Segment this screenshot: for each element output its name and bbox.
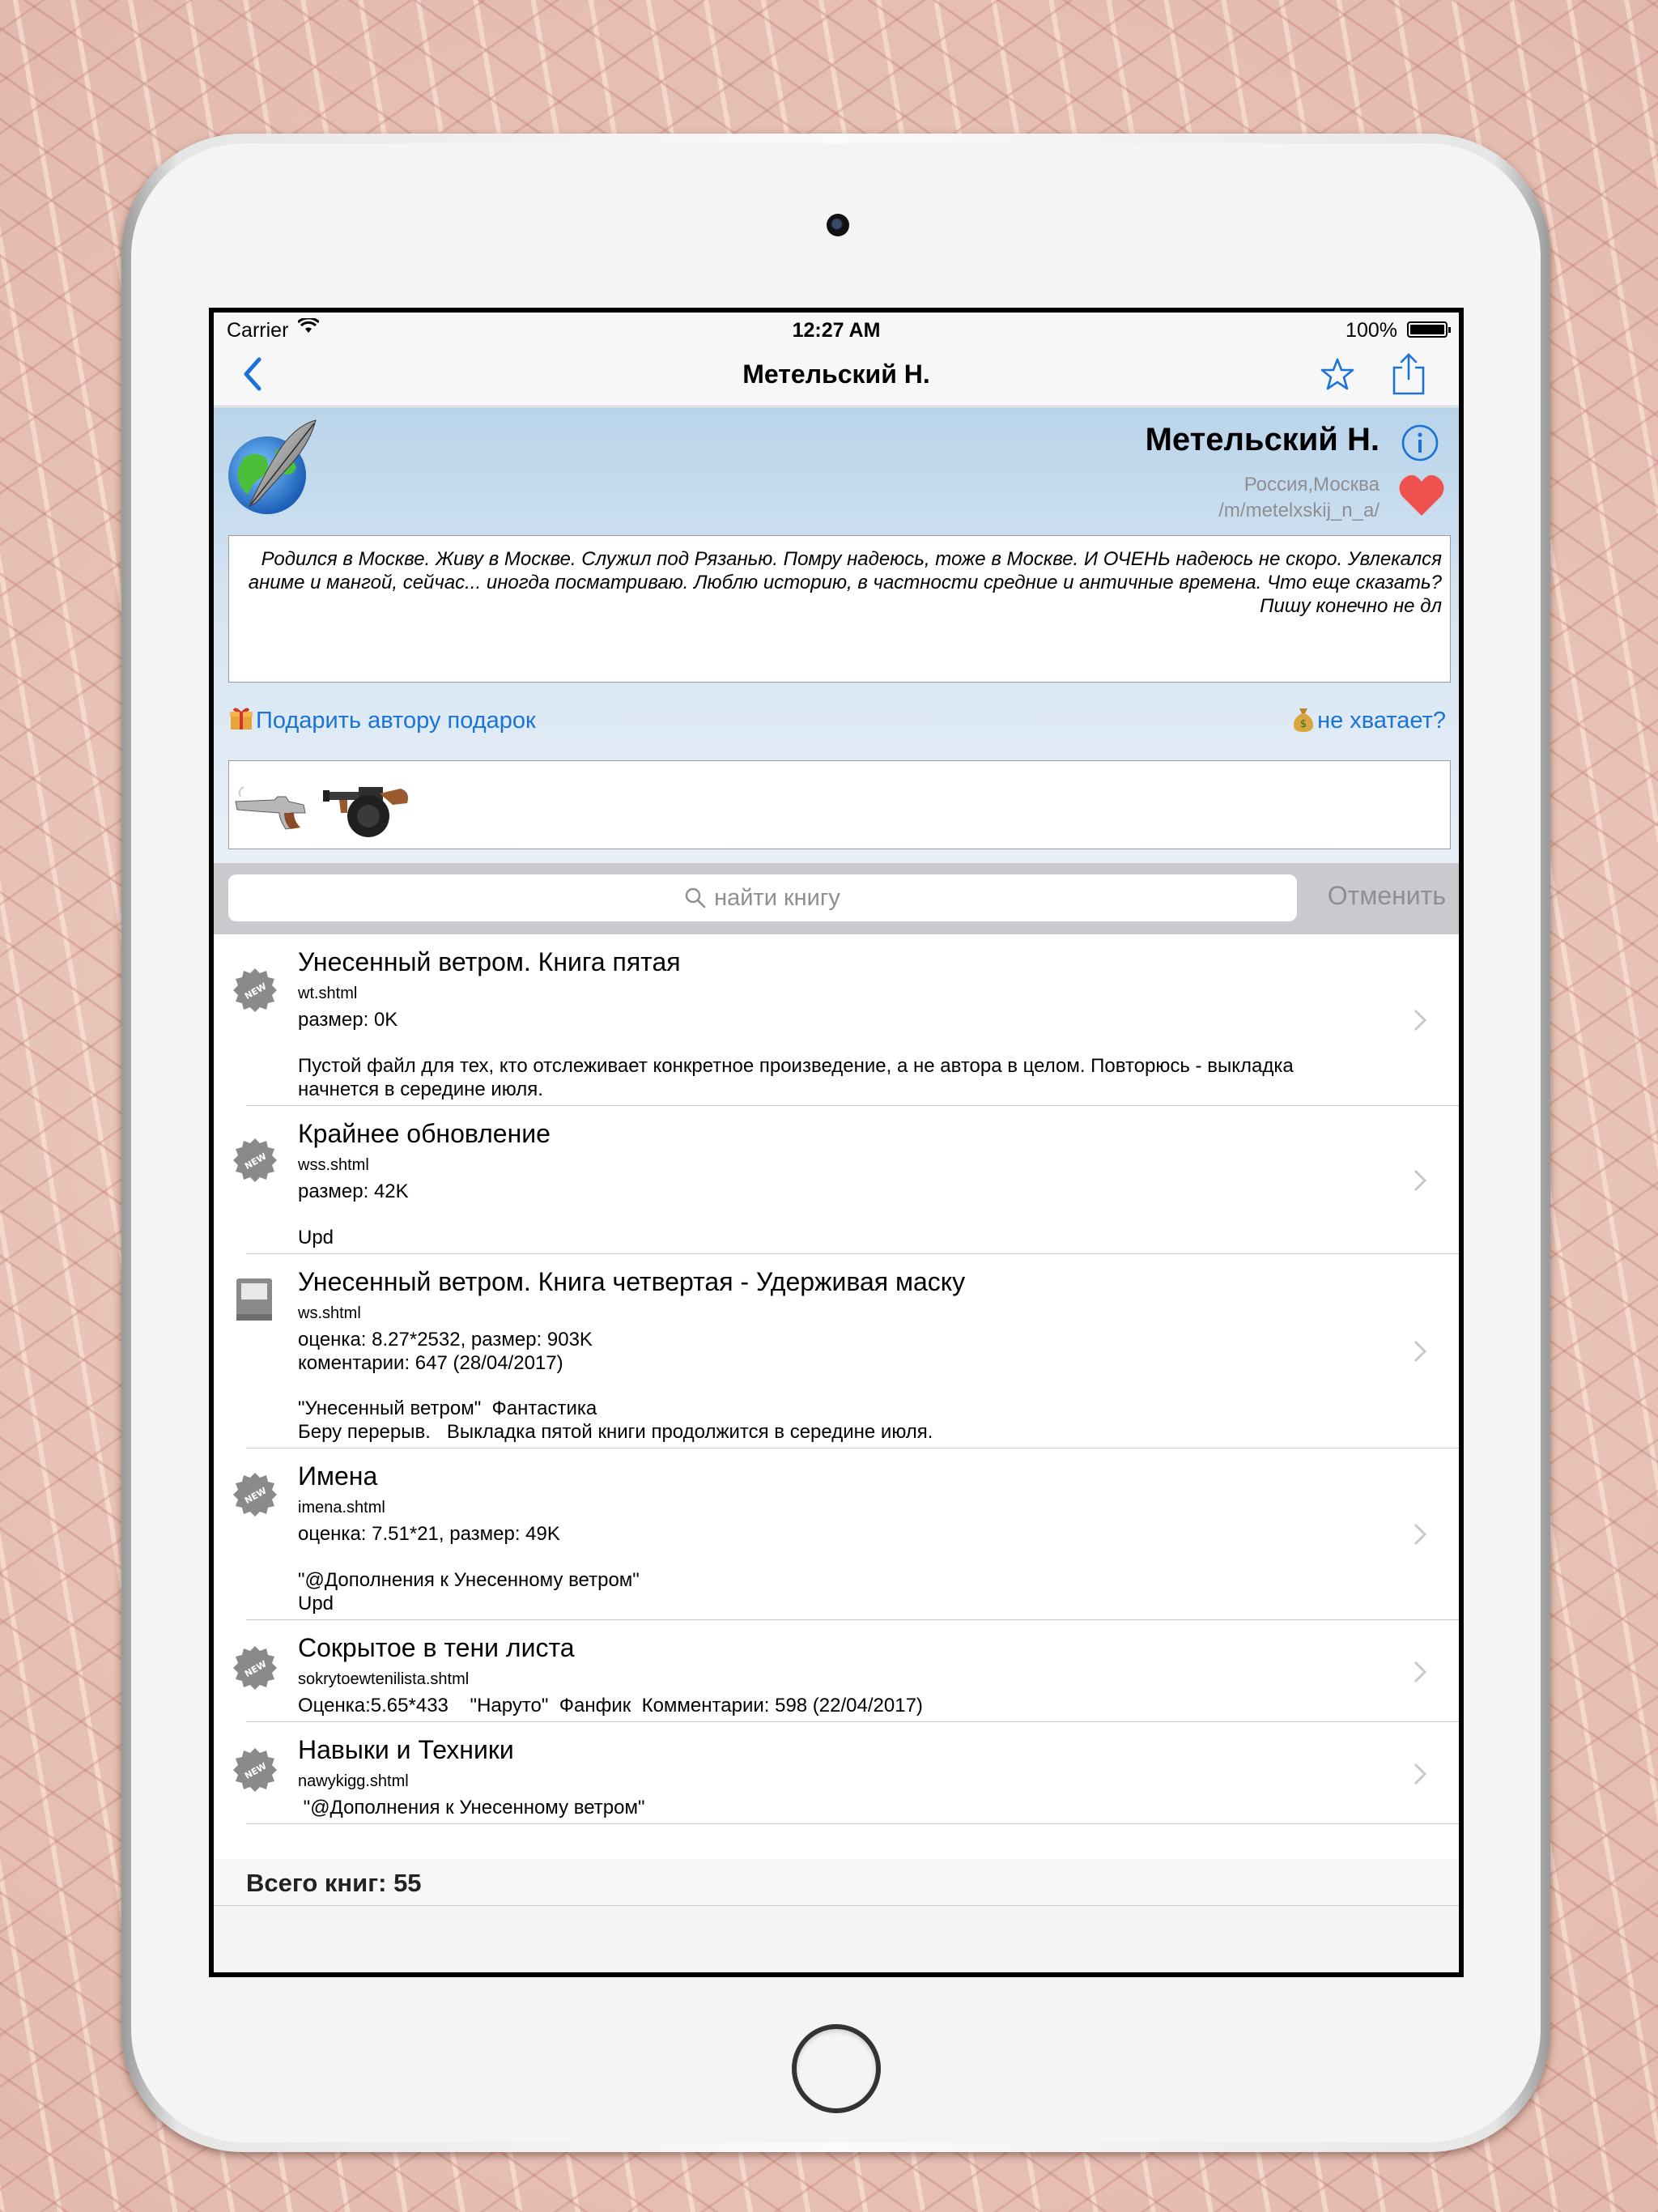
chevron-right-icon <box>1412 1007 1428 1033</box>
book-filename: ws.shtml <box>298 1304 361 1322</box>
gift-author-link[interactable] <box>228 705 536 734</box>
book-row[interactable] <box>214 934 1459 1106</box>
book-title: Сокрытое в тени листа <box>298 1633 575 1662</box>
book-row[interactable] <box>214 1106 1459 1254</box>
book-filename: imena.shtml <box>298 1499 385 1516</box>
new-badge-icon <box>232 967 278 1014</box>
money-link[interactable] <box>1291 705 1446 734</box>
book-description: "@Дополнения к Унесенному ветром" Upd <box>298 1569 640 1614</box>
gift-icon <box>228 705 254 731</box>
battery-percent: 100% <box>1346 319 1397 342</box>
chevron-right-icon <box>1412 1659 1428 1685</box>
book-description: Пустой файл для тех, кто отслеживает конкретное произведение, а не автора в целом. Повторюсь - выкладка начнется в середине июля. <box>298 1055 1299 1100</box>
search-bar <box>214 863 1459 934</box>
heart-icon[interactable] <box>1397 472 1446 517</box>
book-comments: коментарии: 647 (28/04/2017) <box>298 1352 563 1374</box>
svg-text:NEW: NEW <box>243 1151 269 1172</box>
book-meta: Оценка:5.65*433 "Наруто" Фанфик Комментарии: 598 (22/04/2017) <box>298 1695 923 1716</box>
navigation-bar <box>214 342 1459 406</box>
svg-text:NEW: NEW <box>243 981 269 1002</box>
book-filename: nawykigg.shtml <box>298 1772 409 1790</box>
author-city: Россия,Москва <box>1244 474 1380 496</box>
author-name: Метельский Н. <box>1145 422 1380 457</box>
new-badge-icon <box>232 1137 278 1184</box>
chevron-right-icon <box>1412 1338 1428 1364</box>
svg-text:NEW: NEW <box>243 1658 269 1680</box>
app-screen <box>214 313 1459 1972</box>
home-button[interactable] <box>792 2024 881 2113</box>
bottom-toolbar <box>214 1906 1459 1972</box>
book-row[interactable] <box>214 1722 1459 1824</box>
new-badge-icon <box>232 1471 278 1518</box>
book-title: Имена <box>298 1461 378 1491</box>
book-meta: размер: 0K <box>298 1009 398 1031</box>
book-filename: sokrytoewtenilista.shtml <box>298 1670 470 1688</box>
total-books-count: Всего книг: 55 <box>246 1869 422 1897</box>
favorite-star-icon[interactable] <box>1320 356 1355 392</box>
book-description: "Унесенный ветром" Фантастика Беру перерыв. Выкладка пятой книги продолжится в середине июля. <box>298 1397 933 1443</box>
book-filename: wt.shtml <box>298 985 358 1002</box>
received-gifts-box <box>228 760 1451 849</box>
book-row[interactable] <box>214 1448 1459 1620</box>
book-list <box>214 934 1459 1824</box>
author-profile-header <box>214 407 1459 863</box>
chevron-right-icon <box>1412 1521 1428 1547</box>
tommy-gun-gift-icon[interactable] <box>323 769 414 842</box>
share-icon[interactable] <box>1391 351 1426 397</box>
list-footer <box>214 1859 1459 1906</box>
device-screen <box>209 308 1464 1977</box>
book-meta: оценка: 8.27*2532, размер: 903K <box>298 1329 593 1351</box>
book-description: Upd <box>298 1227 334 1249</box>
book-row[interactable] <box>214 1620 1459 1722</box>
book-meta: "@Дополнения к Унесенному ветром" <box>298 1797 645 1819</box>
book-title: Унесенный ветром. Книга четвертая - Удерживая маску <box>298 1267 966 1296</box>
battery-icon <box>1407 321 1448 338</box>
carrier-label: Carrier <box>227 319 289 342</box>
search-icon <box>685 887 706 908</box>
book-title: Унесенный ветром. Книга пятая <box>298 947 681 976</box>
book-filename: wss.shtml <box>298 1156 369 1174</box>
book-row[interactable] <box>214 1254 1459 1448</box>
front-camera <box>827 214 849 236</box>
money-bag-icon <box>1291 705 1316 733</box>
svg-text:$: $ <box>1299 718 1307 730</box>
chevron-right-icon <box>1412 1168 1428 1193</box>
nav-title: Метельский Н. <box>742 359 930 389</box>
row-separator <box>246 1823 1459 1824</box>
search-input[interactable] <box>228 874 1297 921</box>
info-icon[interactable] <box>1401 423 1439 462</box>
status-time: 12:27 AM <box>792 319 881 342</box>
book-meta: оценка: 7.51*21, размер: 49K <box>298 1523 560 1545</box>
chevron-right-icon <box>1412 1761 1428 1787</box>
svg-text:NEW: NEW <box>243 1760 269 1782</box>
new-badge-icon <box>232 1644 278 1691</box>
svg-text:NEW: NEW <box>243 1485 269 1507</box>
book-icon <box>232 1275 278 1322</box>
gift-author-label: Подарить автору подарок <box>256 708 536 734</box>
author-path: /m/metelxskij_n_a/ <box>1218 500 1380 521</box>
book-title: Крайнее обновление <box>298 1119 551 1148</box>
cancel-search-button[interactable]: Отменить <box>1327 881 1446 910</box>
money-label: не хватает? <box>1317 708 1446 734</box>
globe-quill-logo-icon <box>225 417 322 518</box>
search-placeholder: найти книгу <box>714 885 840 911</box>
author-location <box>1218 472 1380 524</box>
revolver-gift-icon[interactable] <box>232 785 310 831</box>
status-bar <box>214 313 1459 342</box>
book-title: Навыки и Техники <box>298 1735 514 1764</box>
book-meta: размер: 42K <box>298 1180 409 1202</box>
author-bio: Родился в Москве. Живу в Москве. Служил под Рязанью. Помру надеюсь, тоже в Москве. И ОЧЕНЬ надеюсь не скоро. Увлекался аниме и мангой, сейчас... иногда посматриваю. Люблю историю, в частности средние и античные времена. Что еще сказать? Пишу конечно не дл <box>228 535 1451 683</box>
new-badge-icon <box>232 1746 278 1793</box>
